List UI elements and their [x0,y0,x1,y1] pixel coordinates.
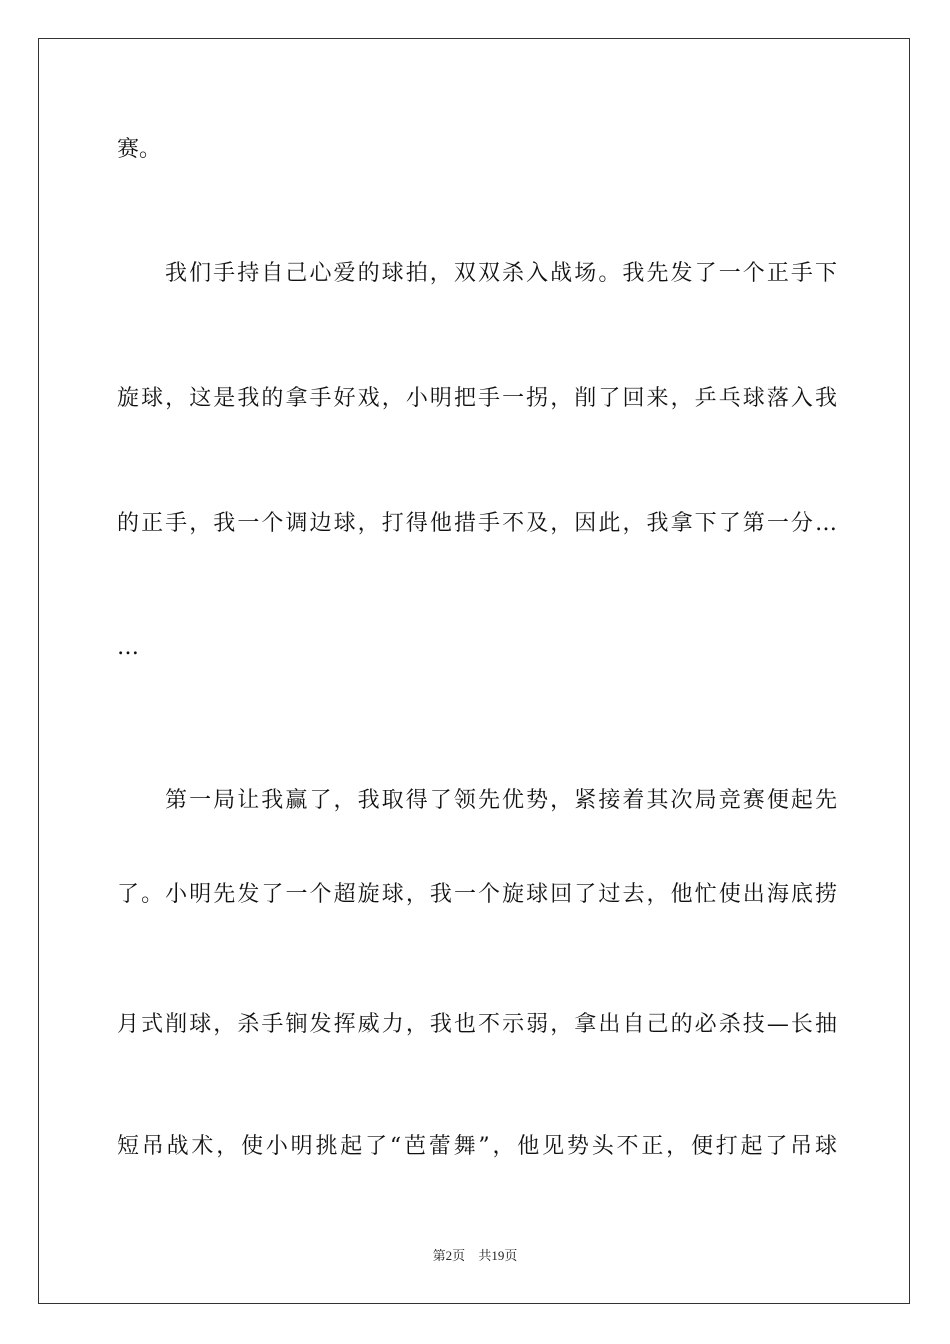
page-total: 共19页 [478,1248,518,1263]
text-line-1: 赛。 [117,137,162,162]
text-line-9: 短吊战术，使小明挑起了“芭蕾舞”，他见势头不正，便打起了吊球 [117,1134,837,1159]
text-line-7: 了。小明先发了一个超旋球，我一个旋球回了过去，他忙使出海底捞 [117,882,837,907]
page-border [38,38,910,1304]
page-footer [0,1245,950,1264]
text-line-2: 我们手持自己心爱的球拍，双双杀入战场。我先发了一个正手下 [165,261,837,286]
text-line-8: 月式削球，杀手锏发挥威力，我也不示弱，拿出自己的必杀技—长抽 [117,1012,837,1037]
text-line-3: 旋球，这是我的拿手好戏，小明把手一拐，削了回来，乒乓球落入我 [117,386,837,411]
text-line-4: 的正手，我一个调边球，打得他措手不及，因此，我拿下了第一分… [117,511,837,536]
text-line-5: … [117,635,139,660]
text-line-6: 第一局让我赢了，我取得了领先优势，紧接着其次局竞赛便起先 [165,788,837,813]
page-number: 第2页 [432,1248,466,1263]
